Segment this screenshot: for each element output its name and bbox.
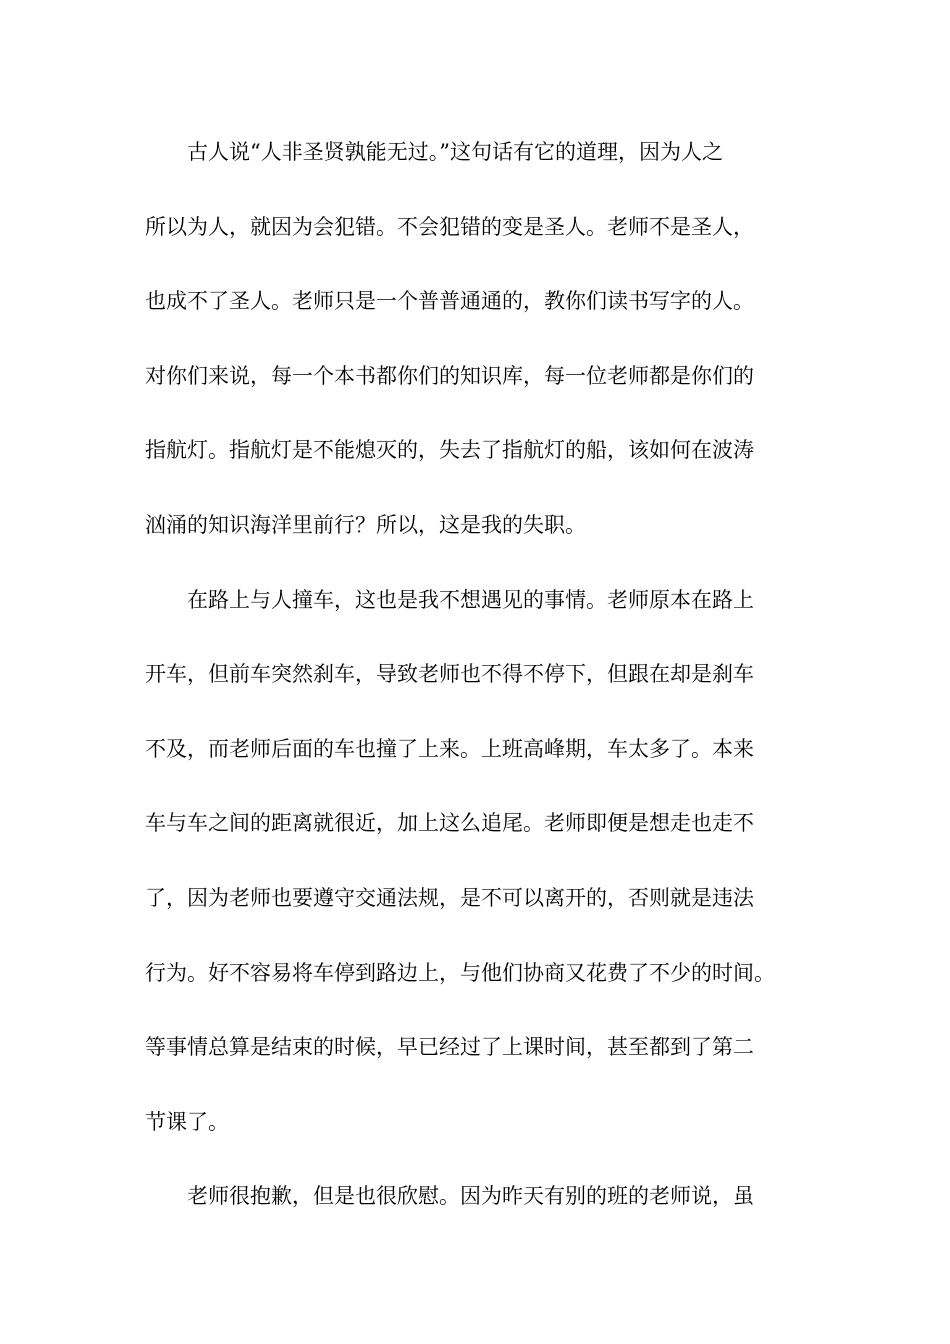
- paragraph-1-line-2: 所以为人，就因为会犯错。不会犯错的变是圣人。老师不是圣人，: [145, 214, 754, 239]
- paragraph-2-line-2: 开车，但前车突然刹车，导致老师也不得不停下，但跟在却是刹车: [145, 662, 754, 687]
- paragraph-2-line-4: 车与车之间的距离就很近，加上这么追尾。老师即便是想走也走不: [145, 811, 754, 836]
- paragraph-2-line-8: 节课了。: [145, 1109, 229, 1134]
- paragraph-1-line-6: 汹涌的知识海洋里前行？所以，这是我的失职。: [145, 512, 586, 537]
- paragraph-3-line-1: 老师很抱歉，但是也很欣慰。因为昨天有别的班的老师说，虽: [187, 1184, 754, 1209]
- paragraph-2-line-6: 行为。好不容易将车停到路边上，与他们协商又花费了不少的时间。: [145, 960, 775, 985]
- paragraph-2-line-5: 了，因为老师也要遵守交通法规，是不可以离开的，否则就是违法: [145, 885, 754, 910]
- paragraph-2-line-3: 不及，而老师后面的车也撞了上来。上班高峰期，车太多了。本来: [145, 736, 754, 761]
- paragraph-1-line-1: 古人说“人非圣贤孰能无过。”这句话有它的道理，因为人之: [187, 140, 723, 164]
- paragraph-2-line-7: 等事情总算是结束的时候，早已经过了上课时间，甚至都到了第二: [145, 1035, 754, 1060]
- paragraph-2-line-1: 在路上与人撞车，这也是我不想遇见的事情。老师原本在路上: [187, 587, 754, 612]
- paragraph-1-line-4: 对你们来说，每一个本书都你们的知识库，每一位老师都是你们的: [145, 363, 754, 388]
- paragraph-1-line-5: 指航灯。指航灯是不能熄灭的，失去了指航灯的船，该如何在波涛: [145, 438, 754, 463]
- paragraph-1-line-3: 也成不了圣人。老师只是一个普普通通的，教你们读书写字的人。: [145, 289, 754, 314]
- document-body: [145, 132, 815, 1251]
